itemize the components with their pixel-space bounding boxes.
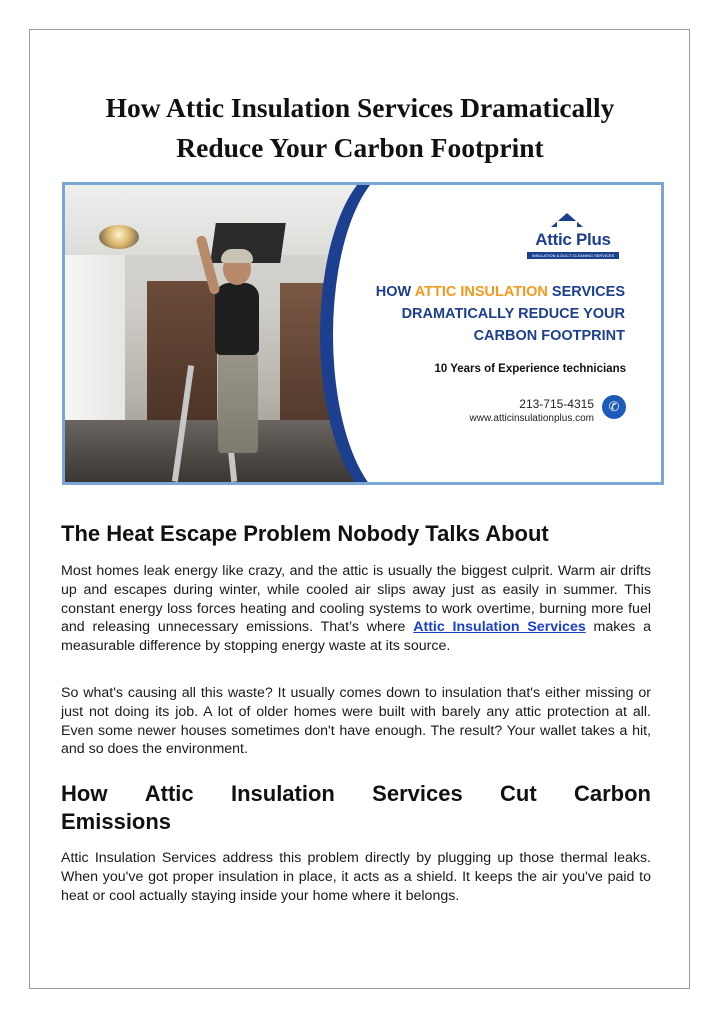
window — [65, 255, 125, 435]
paragraph-cut-emissions-1: Attic Insulation Services address this problem directly by plugging up those thermal leaks. When you've got proper insulation in place, it acts as a shield. It keeps the air you've paid to heat or cool actually staying inside your home where it belongs. — [61, 850, 651, 904]
kitchen-worktop — [65, 420, 365, 482]
section-heading-heat-escape: The Heat Escape Problem Nobody Talks About — [61, 521, 549, 546]
paragraph-heat-escape-1 — [61, 562, 651, 656]
phone-icon: ✆ — [602, 395, 626, 419]
paragraph-text: Most homes leak energy like crazy, and the attic is usually the biggest culprit. Warm air drifts up and escapes during winter, while cooled air slips away just as easily in summer. This constant energy loss forces heating and cooling systems to work overtime, burning more fuel and releasing unnecessary emissions. That’s where — [61, 563, 651, 636]
headline-line-1 — [315, 281, 625, 303]
paragraph-text: makes a measurable difference by stopping energy waste at its source. — [61, 619, 651, 655]
heading-word: Services — [372, 781, 463, 806]
title-line-2: Reduce Your Carbon Footprint — [176, 132, 544, 163]
technician-legs — [218, 353, 258, 453]
phone-number: 213-715-4315 — [519, 397, 594, 411]
heading-word: Insulation — [230, 781, 335, 806]
headline-text: HOW — [375, 284, 415, 300]
heading-word: Carbon — [573, 781, 651, 806]
heading-word: Attic — [144, 781, 194, 806]
attic-plus-logo — [527, 213, 619, 263]
heading-line-1 — [61, 780, 651, 808]
page-title — [40, 88, 680, 168]
headline-text: SERVICES — [547, 284, 625, 300]
website-url: www.atticinsulationplus.com — [469, 413, 594, 424]
house-icon-inner — [557, 221, 577, 229]
section-heading-cut-emissions — [61, 780, 651, 836]
ceiling-lamp — [99, 225, 139, 249]
headline-accent: ATTIC INSULATION — [414, 284, 548, 300]
experience-text: 10 Years of Experience technicians — [434, 363, 626, 375]
headline-line-3: CARBON FOOTPRINT — [473, 328, 625, 344]
headline-line-2: DRAMATICALLY REDUCE YOUR — [401, 306, 625, 322]
attic-insulation-services-link[interactable]: Attic Insulation Services — [413, 619, 586, 636]
paragraph-heat-escape-2: So what's causing all this waste? It usually comes down to insulation that's either missing or just not doing its job. A lot of older homes were built with barely any attic protection at all. Even some newer houses sometimes don't have enough. The result? Your wallet takes a hit, and so does the environment. — [61, 685, 651, 758]
logo-tagline: INSULATION & DUCT CLEANING SERVICES — [527, 252, 619, 259]
banner-headline — [315, 281, 625, 347]
heading-word: How — [61, 781, 108, 806]
heading-line-2: Emissions — [61, 809, 172, 834]
heading-word: Cut — [500, 781, 537, 806]
page-frame — [29, 29, 690, 989]
title-line-1: How Attic Insulation Services Dramatically — [105, 92, 615, 123]
hero-banner — [62, 182, 664, 485]
technician-cap — [221, 249, 253, 263]
logo-name: Attic Plus — [535, 230, 611, 249]
technician-torso — [215, 283, 259, 355]
